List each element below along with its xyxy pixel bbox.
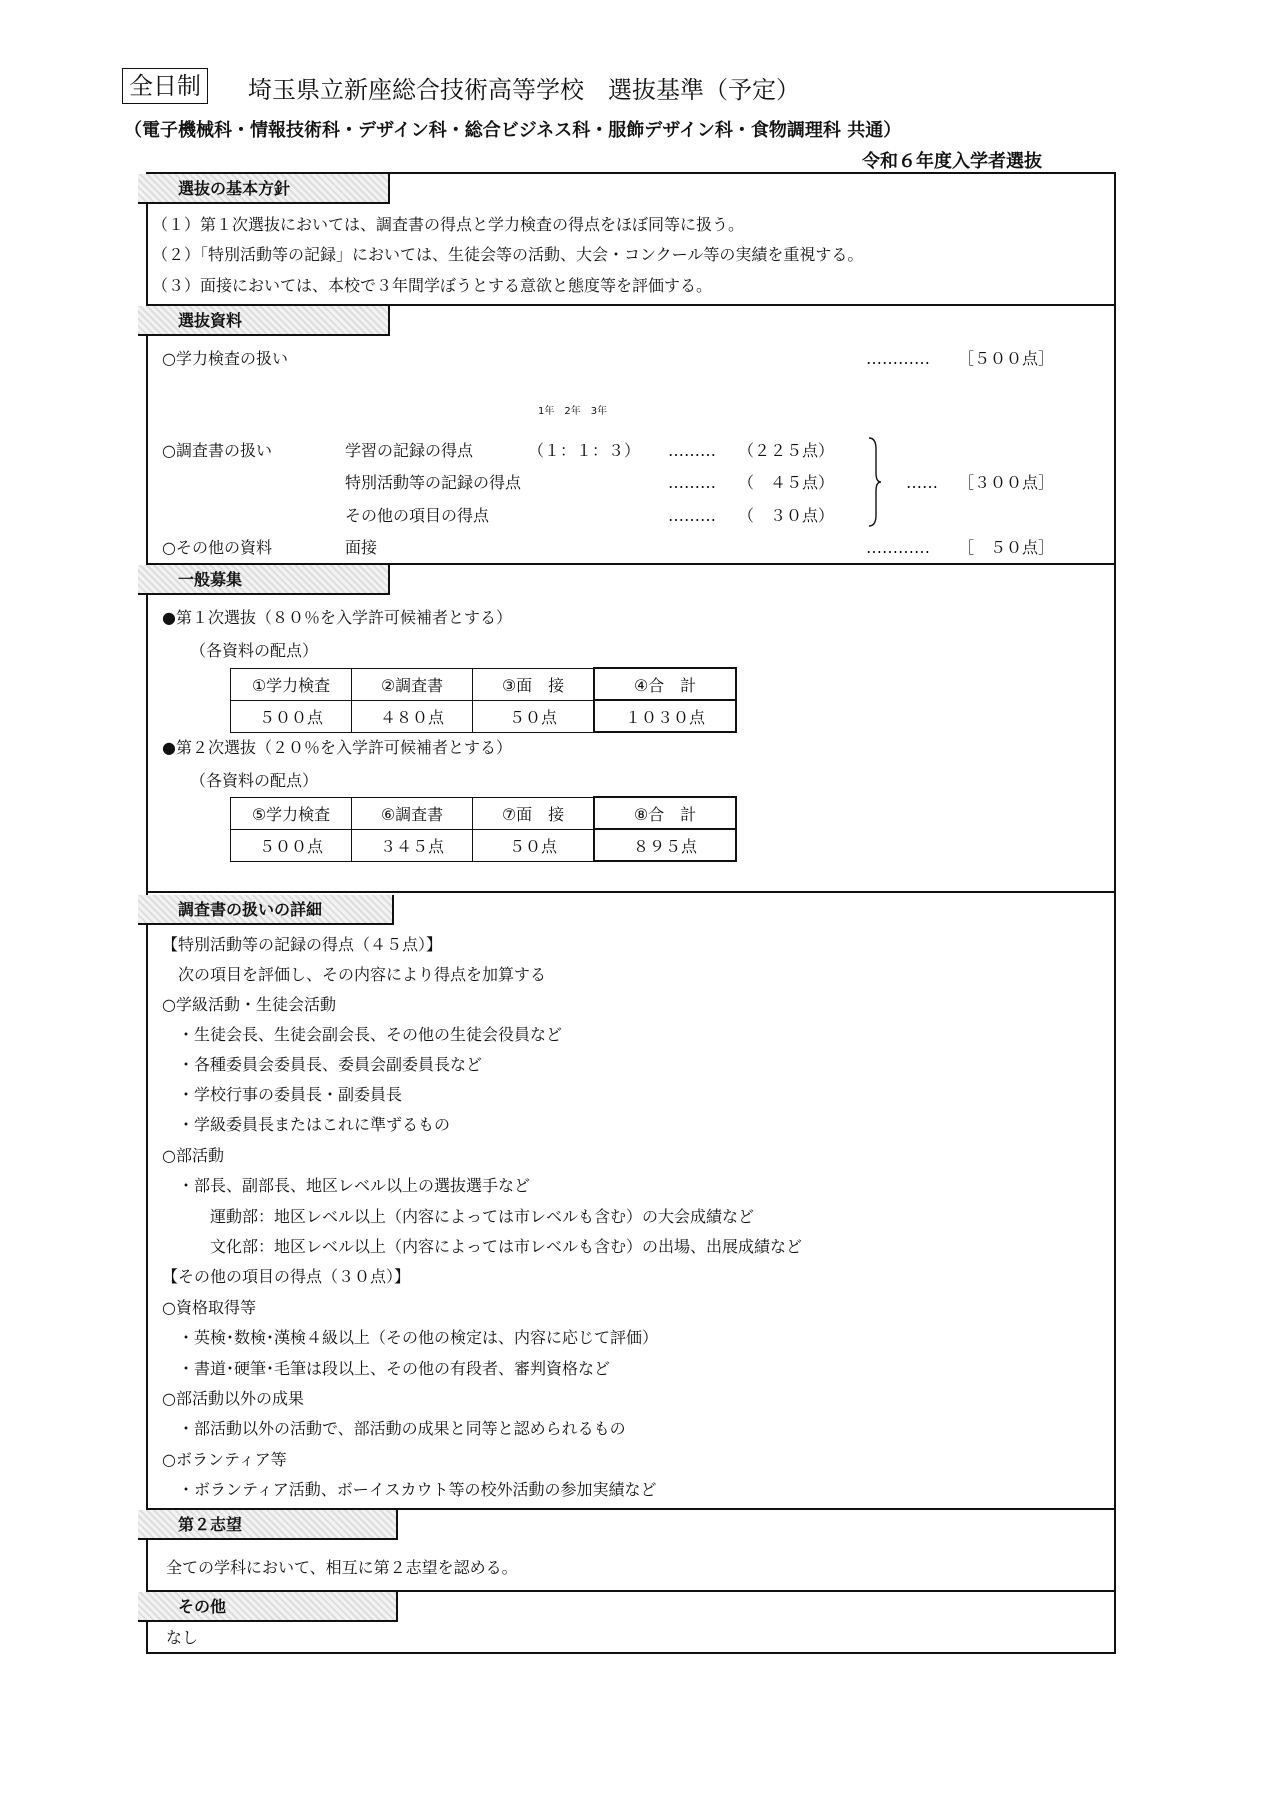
- detail-line: ・生徒会長、生徒会副会長、その他の生徒会役員など: [162, 1025, 563, 1044]
- report-row-points: （ ４５点）: [738, 473, 835, 492]
- detail-line: 文化部：地区レベル以上（内容によっては市レベルも含む）の出場、出展成績など: [162, 1237, 803, 1256]
- table-cell: ５０点: [473, 829, 595, 861]
- other-material-dots: …………: [866, 538, 930, 557]
- section-heading-materials: 選抜資料: [138, 306, 390, 336]
- table-header: ⑤学力検査: [231, 797, 352, 829]
- detail-line: ・部活動以外の活動で、部活動の成果と同等と認められるもの: [162, 1419, 626, 1438]
- table-header-total: ⑧合 計: [594, 797, 736, 829]
- table-cell-total: ８９５点: [594, 829, 736, 861]
- policy-item: （２）「特別活動等の記録」においては、生徒会等の活動、大会・コンクール等の実績を重視する。: [152, 245, 864, 264]
- table-header: ⑥調査書: [352, 797, 473, 829]
- other-material-item: 面接: [345, 538, 378, 557]
- first-selection-title: ●第１次選抜（８０％を入学許可候補者とする）: [162, 608, 512, 627]
- report-total-points: ［３００点］: [958, 473, 1055, 492]
- report-row-ratio: （１：１：３）: [528, 441, 641, 460]
- section-heading-general: 一般募集: [138, 565, 390, 595]
- report-row-label: 学習の記録の得点: [345, 441, 474, 460]
- table-header: ③面 接: [473, 668, 595, 700]
- first-selection-table: [230, 667, 737, 733]
- table-header: ⑦面 接: [473, 797, 595, 829]
- detail-line: 【その他の項目の得点（３０点）】: [162, 1267, 411, 1286]
- page-subtitle: （電子機械科・情報技術科・デザイン科・総合ビジネス科・服飾デザイン科・食物調理科 共通）: [124, 120, 902, 141]
- header-box-label: 全日制: [122, 68, 208, 104]
- detail-line: ・書道･硬筆･毛筆は段以上、その他の有段者、審判資格など: [162, 1359, 611, 1378]
- report-row-label: 特別活動等の記録の得点: [345, 473, 522, 492]
- report-total-dots: ……: [906, 473, 938, 492]
- detail-line: ・ボランティア活動、ボーイスカウト等の校外活動の参加実績など: [162, 1480, 657, 1499]
- detail-line: 【特別活動等の記録の得点（４５点）】: [162, 935, 443, 954]
- grade-header: 1年 2年 3年: [538, 406, 608, 417]
- other-text: なし: [166, 1628, 199, 1647]
- detail-line: ○部活動以外の成果: [162, 1389, 304, 1408]
- detail-line: ○学級活動・生徒会活動: [162, 995, 336, 1014]
- selection-year: 令和６年度入学者選抜: [862, 151, 1042, 172]
- divider: [146, 891, 1116, 893]
- policy-item: （１）第１次選抜においては、調査書の得点と学力検査の得点をほぼ同等に扱う。: [152, 215, 745, 234]
- report-label: ○調査書の扱い: [162, 441, 272, 460]
- table-cell: ５００点: [231, 700, 352, 732]
- table-header: ①学力検査: [231, 668, 352, 700]
- first-selection-sub: （各資料の配点）: [190, 641, 319, 660]
- second-selection-table: [230, 796, 737, 862]
- second-choice-text: 全ての学科において、相互に第２志望を認める。: [166, 1558, 518, 1577]
- section-heading-policy: 選抜の基本方針: [138, 174, 390, 204]
- table-cell: ３４５点: [352, 829, 473, 861]
- academic-points: ［５００点］: [958, 349, 1055, 368]
- brace-icon: [868, 437, 882, 527]
- section-heading-second-choice: 第２志望: [138, 1510, 398, 1540]
- section-heading-details: 調査書の扱いの詳細: [138, 895, 394, 925]
- table-cell-total: １０３０点: [594, 700, 736, 732]
- academic-label: ○学力検査の扱い: [162, 349, 288, 368]
- detail-line: ・部長、副部長、地区レベル以上の選抜選手など: [162, 1176, 531, 1195]
- detail-line: ○資格取得等: [162, 1298, 256, 1317]
- report-row-label: その他の項目の得点: [345, 506, 490, 525]
- second-selection-title: ●第２次選抜（２０％を入学許可候補者とする）: [162, 738, 512, 757]
- second-selection-sub: （各資料の配点）: [190, 771, 319, 790]
- detail-line: ・学校行事の委員長・副委員長: [162, 1085, 403, 1104]
- section-heading-other: その他: [138, 1592, 398, 1622]
- report-row-points: （２２５点）: [738, 441, 835, 460]
- report-row-dots: ………: [668, 473, 716, 492]
- table-cell: ５０点: [473, 700, 595, 732]
- detail-line: 次の項目を評価し、その内容により得点を加算する: [162, 965, 547, 984]
- report-row-dots: ………: [668, 441, 716, 460]
- detail-line: ○部活動: [162, 1146, 224, 1165]
- table-cell: ４８０点: [352, 700, 473, 732]
- report-row-points: （ ３０点）: [738, 506, 835, 525]
- page-title: 埼玉県立新座総合技術高等学校 選抜基準（予定）: [248, 76, 800, 104]
- detail-line: ・英検･数検･漢検４級以上（その他の検定は、内容に応じて評価）: [162, 1328, 659, 1347]
- other-material-label: ○その他の資料: [162, 538, 272, 557]
- detail-line: ○ボランティア等: [162, 1450, 287, 1469]
- detail-line: 運動部：地区レベル以上（内容によっては市レベルも含む）の大会成績など: [162, 1207, 755, 1226]
- other-material-points: ［ ５０点］: [958, 538, 1055, 557]
- table-header: ②調査書: [352, 668, 473, 700]
- academic-dots: …………: [866, 349, 930, 368]
- detail-line: ・各種委員会委員長、委員会副委員長など: [162, 1055, 483, 1074]
- table-header-total: ④合 計: [594, 668, 736, 700]
- policy-item: （３）面接においては、本校で３年間学ぼうとする意欲と態度等を評価する。: [152, 276, 713, 295]
- table-cell: ５００点: [231, 829, 352, 861]
- report-row-dots: ………: [668, 506, 716, 525]
- detail-line: ・学級委員長またはこれに準ずるもの: [162, 1115, 451, 1134]
